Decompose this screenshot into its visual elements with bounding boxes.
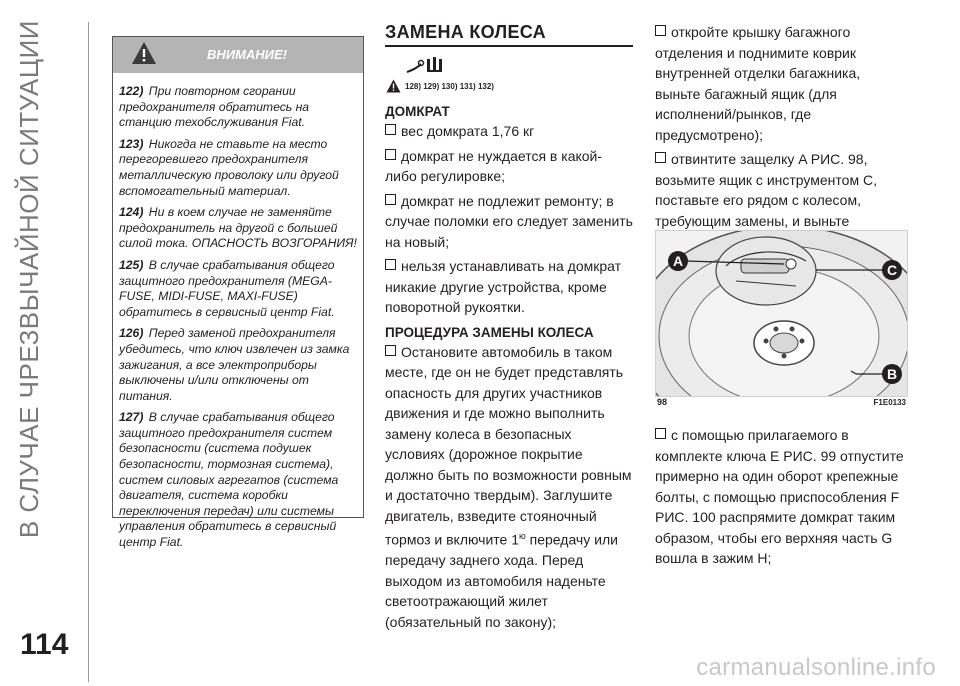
list-item: вес домкрата 1,76 кг [385, 121, 633, 142]
jack-heading: ДОМКРАТ [385, 104, 450, 119]
warning-item: 124) Ни в коем случае не заменяйте предохранитель на другой с большей силой тока. ОПАСНОСТЬ ВОЗГОРАНИЯ! [119, 205, 357, 251]
warning-triangle-icon [386, 79, 401, 93]
checkbox-bullet-icon [385, 345, 396, 356]
checkbox-bullet-icon [655, 25, 666, 36]
checkbox-bullet-icon [655, 428, 666, 439]
callout-b: B [886, 366, 898, 382]
list-item: нельзя устанавливать на домкрат никакие другие устройства, кроме поворотной рукоятки. [385, 258, 622, 315]
watermark: carmanualsonline.info [696, 654, 936, 681]
main-column [385, 22, 633, 636]
checkbox-bullet-icon [385, 124, 396, 135]
checkbox-bullet-icon [385, 194, 396, 205]
checkbox-bullet-icon [655, 152, 666, 163]
sidebar-divider [88, 22, 89, 682]
right-column-bottom [655, 425, 908, 573]
list-item: отвинтите защелку A РИС. 98, возьмите ящик с инструментом C, поставьте его рядом с колесом, требующим замены, и выньте [655, 151, 877, 229]
tools-icon [405, 55, 449, 75]
warning-list [119, 84, 362, 557]
section-title: ЗАМЕНА КОЛЕСА [385, 22, 633, 47]
checkbox-bullet-icon [385, 259, 396, 270]
spare-wheel-illustration [655, 230, 908, 397]
checkbox-bullet-icon [385, 149, 396, 160]
list-item: Остановите автомобиль в таком месте, где он не будет представлять опасность для других участников движения и где можно выполнить замену колеса в безопасных условиях (дорожное покрытие должно быть по возможности ровным и достаточно твердым). Заглушите двигатель, взведите стояночный тормоз и включите $1^ю$ передачу или передачу заднего хода. Перед выходом из автомобиля наденьте светоотражающий жилет (обязательный по закону); [385, 343, 632, 630]
figure-number: 98 [657, 397, 668, 407]
warning-title: ВНИМАНИЕ! [206, 47, 288, 62]
warning-references [385, 79, 633, 97]
warning-item: 123) Никогда не ставьте на место перегоревшего предохранителя металлическую проволоку или другой вспомогательный материал. [119, 136, 339, 198]
spare-wheel-diagram [656, 231, 908, 397]
list-item: с помощью прилагаемого в комплекте ключа E РИС. 99 отпустите примерно на один оборот крепежные болты, с помощью приспособления F РИС. 100 распрямите домкрат таким образом, чтобы его верхняя часть G вошла в зажим H; [655, 427, 904, 566]
callout-a: A [672, 253, 684, 269]
warning-item: 125) В случае срабатывания общего защитного предохранителя (MEGA-FUSE, MIDI-FUSE, MAXI-FUSE) обратитесь в сервисный центр Fiat. [119, 257, 335, 319]
list-item: домкрат не подлежит ремонту; в случае поломки его следует заменить на новый; [385, 192, 633, 250]
figure-98 [655, 230, 908, 410]
right-column-top [655, 22, 908, 256]
warning-header [113, 37, 363, 73]
list-item: откройте крышку багажного отделения и поднимите коврик внутренней отделки багажника, выньте багажный ящик (для исполнений/рынков, где предусмотрено); [655, 24, 861, 143]
callout-c: C [886, 262, 898, 278]
procedure-heading: ПРОЦЕДУРА ЗАМЕНЫ КОЛЕСА [385, 324, 594, 340]
sidebar-section-title-text: В СЛУЧАЕ ЧРЕЗВЫЧАЙНОЙ СИТУАЦИИ [14, 20, 44, 539]
list-item: домкрат не нуждается в какой-либо регулировке; [385, 147, 603, 184]
warning-item: 122) При повторном сгорании предохранителя обратитесь на станцию техобслуживания Fiat. [119, 84, 310, 130]
figure-code: F1E0133 [873, 398, 906, 407]
warning-box [112, 36, 364, 550]
sidebar-section-title [8, 20, 50, 620]
reference-numbers: 128) 129) 130) 131) 132) [405, 82, 494, 91]
page-number: 114 [20, 628, 69, 661]
warning-item: 126) Перед заменой предохранителя убедитесь, что ключ извлечен из замка зажигания, а все электроприборы выключены и/или отключены от питания. [119, 326, 350, 403]
warning-item: 127) В случае срабатывания общего защитного предохранителя систем безопасности (система подушек безопасности, тормозная система), систем силовых агрегатов (система двигателя, система коробки переключения передач) или системы управления обратитесь в сервисный центр Fiat. [119, 410, 339, 550]
